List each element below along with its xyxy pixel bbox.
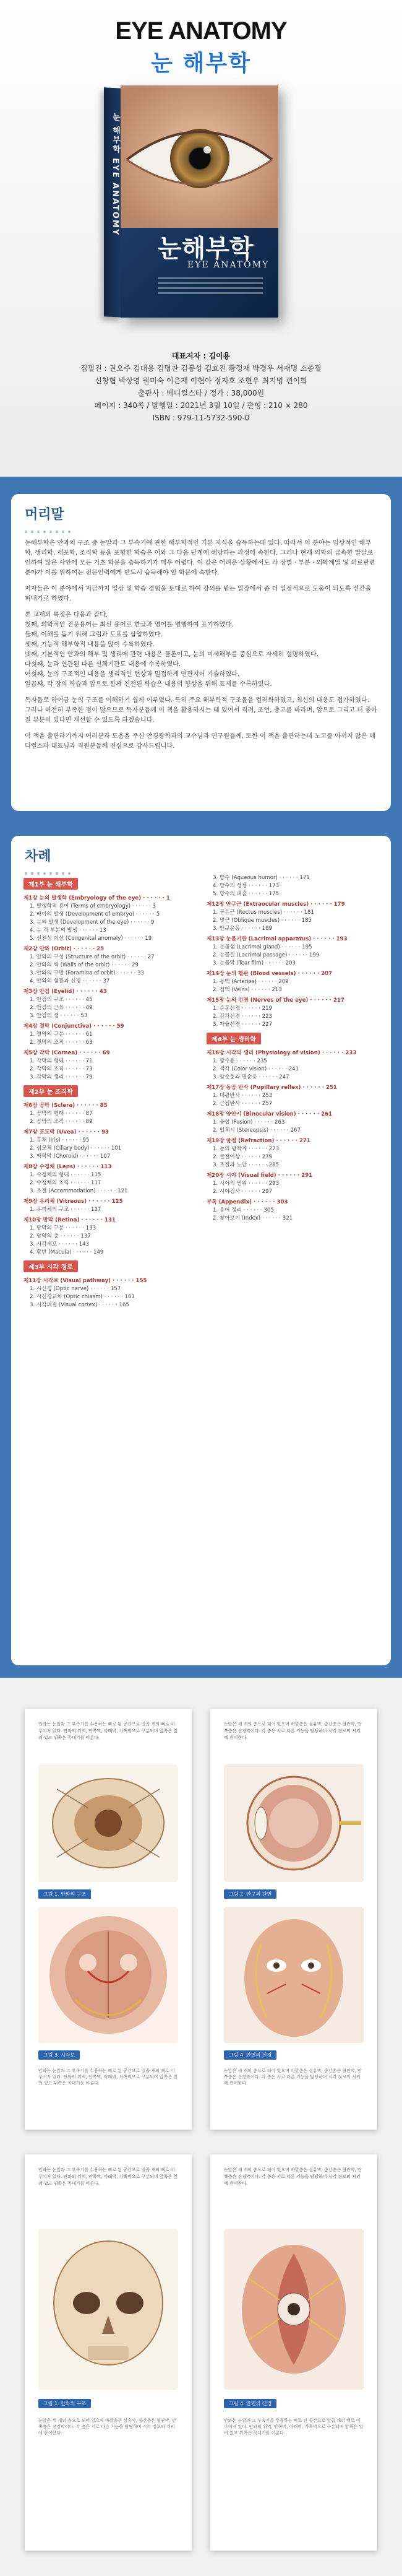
- toc-entry[interactable]: 2. 안와의 벽 (Walls of the orbit) · · · · · · 29: [30, 962, 139, 968]
- toc-entry[interactable]: 1. 각막의 형태 · · · · · · 71: [30, 1058, 93, 1064]
- toc-entry[interactable]: 2. 굴절이상 · · · · · · 279: [213, 1154, 273, 1160]
- toc-dots: [25, 865, 74, 872]
- preface-paragraph: 일곱째, 각 장의 학습과 앞으로 함께 진전된 학습은 내용의 향상을 위해 표제를 수록하였다.: [25, 681, 272, 688]
- book-cover: [121, 85, 278, 318]
- meta-representative: 대표저자 : 김이용: [171, 352, 231, 360]
- toc-entry[interactable]: 2. 각막의 조직 · · · · · · 73: [30, 1066, 93, 1072]
- toc-entry[interactable]: 1. 눈의 광학계 · · · · · · 273: [213, 1146, 280, 1152]
- toc-chapter[interactable]: 제11장 시각로 (Visual pathway) · · · · · · 155: [24, 1278, 147, 1284]
- brain-figure: [38, 1907, 178, 2043]
- book-meta: [0, 350, 402, 424]
- toc-entry[interactable]: 5. 선천성 이상 (Congenital anomaly) · · · · · · 19: [30, 935, 152, 942]
- figure-4b-tag: 그림 4. 안면의 신경: [224, 2399, 276, 2408]
- toc-section: [0, 823, 402, 1678]
- toc-entry[interactable]: 2. 안검의 근육 · · · · · · 49: [30, 1005, 93, 1011]
- preface-paragraph: 눈해부학은 안과의 구조 중 눈알과 그 부속기에 관한 해부학적인 기본 지식을 습득하는데 있다. 따라서 이 분야는 임상적인 해부학, 생리학, 세포학, 조직학 등을 포함한 학습은 이와 그 다음 단계에 해당하는 과정에 속한다. 그러나 현재 의학의 급속한 발달로 인하여 많은 사안에 모든 기초 학문을 습득하기가 매우 어렵다. 이 같은 어려운 상황에서도 각 장별 · 부분 · 의학계열 및 의료관련 분야가 이를 위하여는 전문인력에게 반드시 습득해야 할 학문에 속한다.: [25, 540, 375, 576]
- toc-chapter[interactable]: 제9장 유리체 (Vitreous) · · · · · · 125: [24, 1199, 123, 1205]
- toc-entry[interactable]: 1. 안검의 구조 · · · · · · 45: [30, 997, 93, 1003]
- toc-entry[interactable]: 3. 조절과 노안 · · · · · · 285: [213, 1162, 280, 1168]
- toc-entry[interactable]: 1. 용어 정리 · · · · · · 305: [213, 1207, 274, 1213]
- cover-english-title: EYE ANATOMY: [187, 260, 270, 270]
- toc-entry[interactable]: 1. 발생학적 용어 (Terms of embryology) · · · · · · 3: [30, 903, 156, 909]
- toc-entry[interactable]: 2. 결막의 조직 · · · · · · 63: [30, 1039, 93, 1046]
- figure-1-tag: 그림 1. 안와의 구조: [38, 1889, 91, 1899]
- toc-entry[interactable]: 3. 암순응과 명순응 · · · · · · 247: [213, 1074, 289, 1080]
- toc-entry[interactable]: 2. 찾아보기 (Index) · · · · · · 321: [213, 1215, 293, 1221]
- eye-illustration: [121, 85, 278, 228]
- toc-entry[interactable]: 2. 수정체의 조직 · · · · · · 117: [30, 1180, 101, 1186]
- sample-page-4: [210, 2154, 377, 2551]
- preface-paragraph: 넷째, 기본적인 안과의 해부 및 생리에 관련 내용은 물론이고, 눈의 미세해부를 중심으로 자세히 설명하였다.: [25, 651, 319, 658]
- sample-page-3: [25, 2154, 192, 2551]
- preface-paragraph: 독자들로 하여금 눈의 구조를 이해하기 쉽게 이루었다. 특히 주요 해부학적 구조물을 컬러화하였고, 최신의 내용도 접가하였다. 그러나 여전히 부족한 점이 많으므로 독자분들께 이 책을 활용하시는 데 있어서 격려, 조언, 충고를 바라며, 앞으로 그리고 더 좋아질 부분이 있다면 개선할 수 있도록 하겠습니다.: [25, 697, 377, 724]
- toc-entry[interactable]: 2. 섬모체 (Ciliary body) · · · · · · 101: [30, 1145, 122, 1151]
- preface-heading: 머리말: [25, 507, 64, 523]
- toc-chapter[interactable]: 제1장 눈의 발생학 (Embryology of the eye) · · · · · · 1: [24, 895, 170, 901]
- toc-chapter[interactable]: 제18장 양안시 (Binocular vision) · · · · · · 261: [207, 1111, 333, 1117]
- preface-paragraph: 둘째, 이해를 돕기 위해 그림과 도표를 삽입하였다.: [25, 631, 163, 638]
- toc-chapter[interactable]: 제7장 포도막 (Uvea) · · · · · · 93: [24, 1129, 109, 1135]
- sample-page-2: [210, 1709, 377, 2130]
- preface-section: [0, 477, 402, 823]
- toc-entry[interactable]: 3. 안구운동 · · · · · · 189: [213, 926, 273, 932]
- book-spine: [104, 87, 122, 318]
- muscles-figure: [224, 2229, 364, 2390]
- toc-part-tag: 제2부 눈 조직학: [24, 1085, 78, 1097]
- preface-paragraph: 이 책을 출판하기까지 여러분과 도움을 주신 안경광학과의 교수님과 연구원들께, 또한 이 책을 출판하는데 노고를 아끼지 않은 메디컬스타 대표님과 직원분들께 진심으로 감사드립니다.: [25, 733, 375, 750]
- toc-entry[interactable]: 4. 방수의 생성 · · · · · · 173: [213, 883, 280, 889]
- toc-entry[interactable]: 1. 망막의 구분 · · · · · · 133: [30, 1225, 96, 1231]
- toc-entry[interactable]: 4. 안와의 혈관과 신경 · · · · · · 37: [30, 978, 110, 984]
- sample-page-1: [25, 1709, 192, 2130]
- toc-entry[interactable]: 1. 운동신경 · · · · · · 219: [213, 1005, 273, 1012]
- sample-page-4-text: 눈알은 세 개의 층으로 되어 있으며 바깥층은 섬유막, 중간층은 혈관막, 안쪽층은 신경막이다. 각 층은 서로 다른 기능을 담당하며 시각 정보의 처리에 관여한다.: [224, 2167, 362, 2186]
- preface-paragraph: 저자들은 이 분야에서 지금까지 일상 및 학습 경험을 토대로 하여 강의를 받는 입장에서 좀 더 일정적으로 도움이 되도록 신간을 펴내기로 하였다.: [25, 586, 372, 602]
- toc-entry[interactable]: 4. 황반 (Macula) · · · · · · 149: [30, 1249, 104, 1255]
- toc-entry[interactable]: 1. 수정체의 형태 · · · · · · 115: [30, 1172, 101, 1178]
- toc-part: [24, 1257, 200, 1275]
- toc-entry[interactable]: 1. 대광반사 · · · · · · 253: [213, 1093, 273, 1099]
- toc-chapter[interactable]: 제14장 눈의 혈관 (Blood vessels) · · · · · · 207: [207, 971, 333, 977]
- toc-chapter[interactable]: 제6장 공막 (Sclera) · · · · · · 85: [24, 1103, 108, 1109]
- toc-entry[interactable]: 1. 광수용 · · · · · · 235: [213, 1058, 267, 1064]
- toc-entry[interactable]: 1. 시야의 범위 · · · · · · 293: [213, 1181, 280, 1187]
- toc-entry[interactable]: 2. 시야검사 · · · · · · 297: [213, 1189, 273, 1195]
- meta-authors-1: 집필진 : 권오주 김대용 김명찬 김봉성 김효진 황정재 박경우 서재명 소종필: [80, 364, 322, 373]
- toc-column-right: [207, 874, 383, 1223]
- preface-paragraph: 첫째, 의학적인 전문용어는 최신 용어로 한글과 영어를 병행하여 표기하였다.: [25, 622, 234, 628]
- toc-entry[interactable]: 2. 색각 (Color vision) · · · · · · 241: [213, 1066, 299, 1072]
- meta-isbn: ISBN : 979-11-5732-590-0: [152, 414, 250, 422]
- toc-entry[interactable]: 1. 눈물샘 (Lacrimal gland) · · · · · · 195: [213, 944, 312, 950]
- cover-title: 눈해부학: [158, 235, 254, 263]
- meta-publisher: 출판사 : 메디컬스타 / 정가 : 38,000원: [137, 389, 265, 397]
- toc-entry[interactable]: 1. 시신경 (Optic nerve) · · · · · · 157: [30, 1286, 121, 1292]
- toc-entry[interactable]: 3. 시각세포 · · · · · · 143: [30, 1241, 90, 1247]
- toc-entry[interactable]: 3. 방수 (Aqueous humor) · · · · · · 171: [213, 875, 310, 881]
- sample-page-3-caption: 눈알은 세 개의 층으로 되어 있으며 바깥층은 섬유막, 중간층은 혈관막, 안쪽층은 신경막이다. 각 층은 서로 다른 기능을 담당하며 시각 정보의 처리에 관여한다.: [38, 2418, 176, 2435]
- orbit-figure: [38, 1764, 178, 1882]
- figure-2-tag: 그림 2. 안구의 단면: [224, 1889, 276, 1899]
- toc-chapter[interactable]: 제3장 안검 (Eyelid) · · · · · · 43: [24, 989, 107, 995]
- toc-entry[interactable]: 2. 눈물길 (Lacrimal passage) · · · · · · 199: [213, 952, 320, 958]
- toc-column-left: [24, 874, 200, 1309]
- hero-section: [0, 0, 402, 477]
- toc-entry[interactable]: 5. 방수의 배출 · · · · · · 175: [213, 891, 280, 897]
- toc-chapter[interactable]: 제17장 동공 반사 (Pupillary reflex) · · · · · · 251: [207, 1085, 337, 1091]
- toc-entry[interactable]: 1. 홍채 (Iris) · · · · · · 95: [30, 1137, 90, 1143]
- toc-chapter[interactable]: 제10장 망막 (Retina) · · · · · · 131: [24, 1217, 116, 1223]
- toc-entry[interactable]: 3. 안와의 구멍 (Foramina of orbit) · · · · · · 33: [30, 970, 144, 976]
- meta-authors-2: 신창협 박상영 원미숙 이은재 이현아 정지호 조현우 최지명 편이희: [95, 376, 307, 385]
- toc-part-tag: 제4부 눈 생리학: [207, 1033, 261, 1044]
- toc-entry[interactable]: 2. 정맥 (Veins) · · · · · · 213: [213, 987, 282, 993]
- figure-3-tag: 그림 3. 시각로: [38, 2050, 80, 2060]
- toc-entry[interactable]: 1. 동맥 (Arteries) · · · · · · 209: [213, 979, 289, 985]
- toc-entry[interactable]: 3. 조절 (Accommodation) · · · · · · 121: [30, 1188, 128, 1194]
- toc-part-tag: 제1부 눈 해부학: [24, 878, 78, 890]
- toc-entry[interactable]: 1. 융합 (Fusion) · · · · · · 263: [213, 1119, 285, 1125]
- toc-chapter[interactable]: 제12장 안구근 (Extraocular muscles) · · · · · · 179: [207, 901, 345, 908]
- toc-entry[interactable]: 1. 공막의 형태 · · · · · · 87: [30, 1111, 93, 1117]
- toc-entry[interactable]: 3. 자율신경 · · · · · · 227: [213, 1021, 273, 1028]
- figure-1b-tag: 그림 1. 안와의 구조: [38, 2399, 91, 2408]
- preface-paragraph: 여섯째, 눈의 구조적인 내용을 생리적인 현상과 밀접하게 연관지어 기술하였다.: [25, 671, 240, 678]
- spine-text: 눈 해부학 EYE ANATOMY: [111, 112, 120, 236]
- toc-chapter[interactable]: 제20장 시야 (Visual field) · · · · · · 291: [207, 1173, 313, 1179]
- toc-heading: 차례: [25, 849, 51, 864]
- sample-page-1-text: 안와는 눈알과 그 부속기를 수용하는 뼈로 된 공간으로 일곱 개의 뼈로 이루어져 있다. 안와의 위벽, 안쪽벽, 아래벽, 가쪽벽으로 구분되며 앞쪽은 열려 있고 뒤쪽은 꼭대기를 이룬다.: [38, 1722, 178, 1740]
- toc-entry[interactable]: 1. 안와의 구성 (Structure of the orbit) · · · · · · 27: [30, 954, 155, 960]
- cover-decor-lines: [158, 274, 263, 297]
- eyeball-section-figure: [224, 1764, 364, 1882]
- preface-body: [25, 539, 377, 758]
- toc-chapter[interactable]: 제15장 눈의 신경 (Nerves of the eye) · · · · · · 217: [207, 997, 344, 1004]
- sample-page-2-caption: 눈알은 세 개의 층으로 되어 있으며 바깥층은 섬유막, 중간층은 혈관막, 안쪽층은 신경막이다. 각 층은 서로 다른 기능을 담당하며 시각 정보의 처리에 관여한다.: [224, 2068, 362, 2086]
- hero-subtitle: 눈 해부학: [151, 51, 251, 76]
- toc-entry[interactable]: 1. 곧은근 (Rectus muscles) · · · · · · 181: [213, 909, 314, 916]
- toc-chapter[interactable]: 제8장 수정체 (Lens) · · · · · · 113: [24, 1164, 112, 1170]
- preface-paragraph: 셋째, 기능적 해부학적 내용을 많이 수록하였다.: [25, 641, 155, 648]
- preface-paragraph: 다섯째, 눈과 연관된 다른 신체기관도 내용에 수록하였다.: [25, 661, 181, 668]
- sample-page-4-caption: 안와는 눈알과 그 부속기를 수용하는 뼈로 된 공간으로 일곱 개의 뼈로 이루어져 있다. 안와의 위벽, 안쪽벽, 아래벽, 가쪽벽으로 구분되며 앞쪽은 열려 있고 뒤쪽은 꼭대기를 이룬다.: [224, 2418, 364, 2435]
- toc-entry[interactable]: 2. 배아의 발생 (Development of embryo) · · · · · · 5: [30, 911, 160, 917]
- toc-entry[interactable]: 2. 시신경교차 (Optic chiasm) · · · · · · 161: [30, 1294, 135, 1300]
- toc-part: [24, 1082, 200, 1099]
- toc-part-tag: 제3부 시각 경로: [24, 1260, 78, 1272]
- toc-entry[interactable]: 3. 시각피질 (Visual cortex) · · · · · · 165: [30, 1302, 129, 1308]
- toc-entry[interactable]: 1. 유리체의 구조 · · · · · · 127: [30, 1207, 101, 1213]
- toc-part: [24, 874, 200, 892]
- toc-entry[interactable]: 2. 빗근 (Oblique muscles) · · · · · · 185: [213, 917, 312, 924]
- face-nerves-figure: [224, 1907, 364, 2043]
- toc-entry[interactable]: 2. 공막의 조직 · · · · · · 89: [30, 1119, 93, 1125]
- toc-entry[interactable]: 3. 맥락막 (Choroid) · · · · · · 107: [30, 1153, 111, 1160]
- toc-entry[interactable]: 3. 눈의 발생 (Development of the eye) · · · · · · 9: [30, 919, 155, 926]
- toc-entry[interactable]: 3. 각막의 생리 · · · · · · 79: [30, 1074, 93, 1080]
- toc-entry[interactable]: 2. 감각신경 · · · · · · 223: [213, 1013, 273, 1020]
- toc-part: [207, 1029, 383, 1047]
- hero-title: EYE ANATOMY: [115, 17, 287, 45]
- skull-figure: [38, 2229, 178, 2390]
- meta-pages: 페이지 : 340쪽 / 발행일 : 2021년 3월 10일 / 판형 : 210 × 280: [94, 401, 308, 410]
- toc-chapter[interactable]: 제5장 각막 (Cornea) · · · · · · 69: [24, 1050, 110, 1056]
- toc-entry[interactable]: 3. 안검의 샘 · · · · · · 53: [30, 1013, 88, 1019]
- toc-chapter[interactable]: 제13장 눈물기관 (Lacrimal apparatus) · · · · · · 193: [207, 936, 348, 942]
- toc-entry[interactable]: 2. 근접반사 · · · · · · 257: [213, 1101, 273, 1107]
- toc-entry[interactable]: 2. 망막의 층 · · · · · · 137: [30, 1233, 91, 1239]
- sample-page-1-caption: 안와는 눈알과 그 부속기를 수용하는 뼈로 된 공간으로 일곱 개의 뼈로 이루어져 있다. 안와의 위벽, 안쪽벽, 아래벽, 가쪽벽으로 구분되며 앞쪽은 열려 있고 뒤쪽은 꼭대기를 이룬다.: [38, 2068, 178, 2086]
- toc-entry[interactable]: 3. 눈물막 (Tear film) · · · · · · 203: [213, 960, 296, 966]
- toc-chapter[interactable]: 제16장 시각의 생리 (Physiology of vision) · · · · · · 233: [207, 1050, 357, 1056]
- sample-page-3-text: 안와는 눈알과 그 부속기를 수용하는 뼈로 된 공간으로 일곱 개의 뼈로 이루어져 있다. 안와의 위벽, 안쪽벽, 아래벽, 가쪽벽으로 구분되며 앞쪽은 열려 있고 뒤쪽은 꼭대기를 이룬다.: [38, 2167, 178, 2186]
- toc-chapter[interactable]: 제2장 안와 (Orbit) · · · · · · 25: [24, 946, 105, 952]
- figure-4-tag: 그림 4. 안면의 신경: [224, 2050, 276, 2060]
- toc-chapter[interactable]: 제19장 굴절 (Refraction) · · · · · · 271: [207, 1138, 310, 1144]
- toc-chapter[interactable]: 부록 (Appendix) · · · · · · 303: [207, 1199, 288, 1205]
- preface-dots: [25, 524, 74, 530]
- preface-paragraph: 본 교재의 특징은 다음과 같다.: [25, 612, 108, 618]
- toc-entry[interactable]: 2. 입체시 (Stereopsis) · · · · · · 267: [213, 1127, 301, 1134]
- toc-entry[interactable]: 1. 결막의 구분 · · · · · · 61: [30, 1031, 93, 1038]
- sample-page-2-text: 눈알은 세 개의 층으로 되어 있으며 바깥층은 섬유막, 중간층은 혈관막, 안쪽층은 신경막이다. 각 층은 서로 다른 기능을 담당하며 시각 정보의 처리에 관여한다.: [224, 1722, 362, 1740]
- toc-chapter[interactable]: 제4장 결막 (Conjunctiva) · · · · · · 59: [24, 1023, 124, 1030]
- sample-pages-section: [0, 1678, 402, 2576]
- toc-entry[interactable]: 4. 눈 각 부분의 발생 · · · · · · 13: [30, 927, 106, 934]
